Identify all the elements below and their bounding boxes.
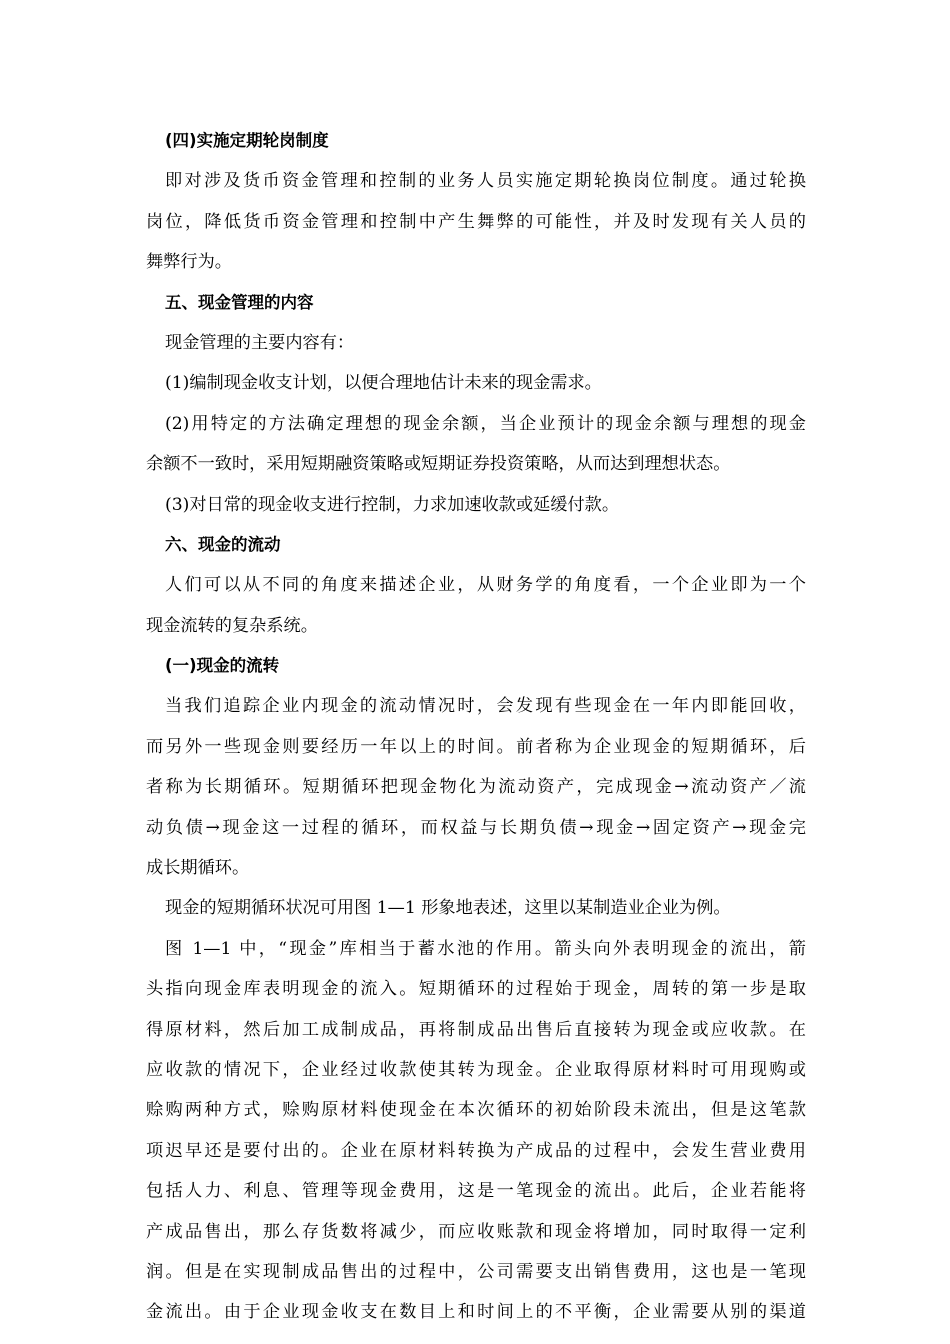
paragraph-line: 舞弊行为。: [146, 252, 232, 273]
section-heading: (一)现金的流转: [165, 656, 280, 676]
paragraph-line: 赊购两种方式，赊购原材料使现金在本次循环的初始阶段未流出，但是这笔款: [146, 1100, 806, 1121]
paragraph-line: (1)编制现金收支计划，以便合理地估计未来的现金需求。: [165, 373, 602, 394]
paragraph-line: 头指向现金库表明现金的流入。短期循环的过程始于现金，周转的第一步是取: [146, 979, 806, 1000]
paragraph-line: 产成品售出，那么存货数将减少，而应收账款和现金将增加，同时取得一定利: [146, 1221, 806, 1242]
paragraph-line: 包括人力、利息、管理等现金费用，这是一笔现金的流出。此后，企业若能将: [146, 1181, 806, 1202]
paragraph-line: 动负债→现金这一过程的循环，而权益与长期负债→现金→固定资产→现金完: [146, 817, 806, 838]
paragraph-line: 岗位，降低货币资金管理和控制中产生舞弊的可能性，并及时发现有关人员的: [146, 211, 806, 232]
section-heading: 五、现金管理的内容: [165, 292, 314, 312]
paragraph-line: 润。但是在实现制成品售出的过程中，公司需要支出销售费用，这也是一笔现: [146, 1261, 806, 1282]
paragraph-line: 应收款的情况下，企业经过收款使其转为现金。企业取得原材料时可用现购或: [146, 1059, 806, 1080]
paragraph-line: 当我们追踪企业内现金的流动情况时，会发现有些现金在一年内即能回收，: [165, 696, 806, 717]
section-heading: 六、现金的流动: [165, 534, 281, 554]
paragraph-line: 现金的短期循环状况可用图 1—1 形象地表述，这里以某制造业企业为例。: [165, 898, 731, 919]
paragraph-line: 者称为长期循环。短期循环把现金物化为流动资产，完成现金→流动资产／流: [146, 777, 806, 798]
paragraph-line: 图 1—1 中，“现金”库相当于蓄水池的作用。箭头向外表明现金的流出，箭: [165, 938, 806, 959]
paragraph-line: (3)对日常的现金收支进行控制，力求加速收款或延缓付款。: [165, 494, 620, 515]
paragraph-line: 得原材料，然后加工成制成品，再将制成品出售后直接转为现金或应收款。在: [146, 1019, 806, 1040]
paragraph-line: (2)用特定的方法确定理想的现金余额，当企业预计的现金余额与理想的现金: [165, 413, 806, 434]
section-heading: (四)实施定期轮岗制度: [165, 131, 329, 150]
paragraph-line: 现金管理的主要内容有：: [165, 332, 355, 353]
paragraph-line: 余额不一致时，采用短期融资策略或短期证券投资策略，从而达到理想状态。: [146, 454, 731, 475]
paragraph-line: 项迟早还是要付出的。企业在原材料转换为产成品的过程中，会发生营业费用: [146, 1140, 806, 1161]
paragraph-line: 金流出。由于企业现金收支在数目上和时间上的不平衡，企业需要从别的渠道: [146, 1302, 806, 1323]
paragraph-line: 成长期循环。: [146, 858, 250, 879]
paragraph-line: 现金流转的复杂系统。: [146, 615, 318, 636]
paragraph-line: 而另外一些现金则要经历一年以上的时间。前者称为企业现金的短期循环，后: [146, 736, 806, 757]
paragraph-line: 人们可以从不同的角度来描述企业，从财务学的角度看，一个企业即为一个: [165, 575, 806, 596]
paragraph-line: 即对涉及货币资金管理和控制的业务人员实施定期轮换岗位制度。通过轮换: [165, 171, 806, 192]
